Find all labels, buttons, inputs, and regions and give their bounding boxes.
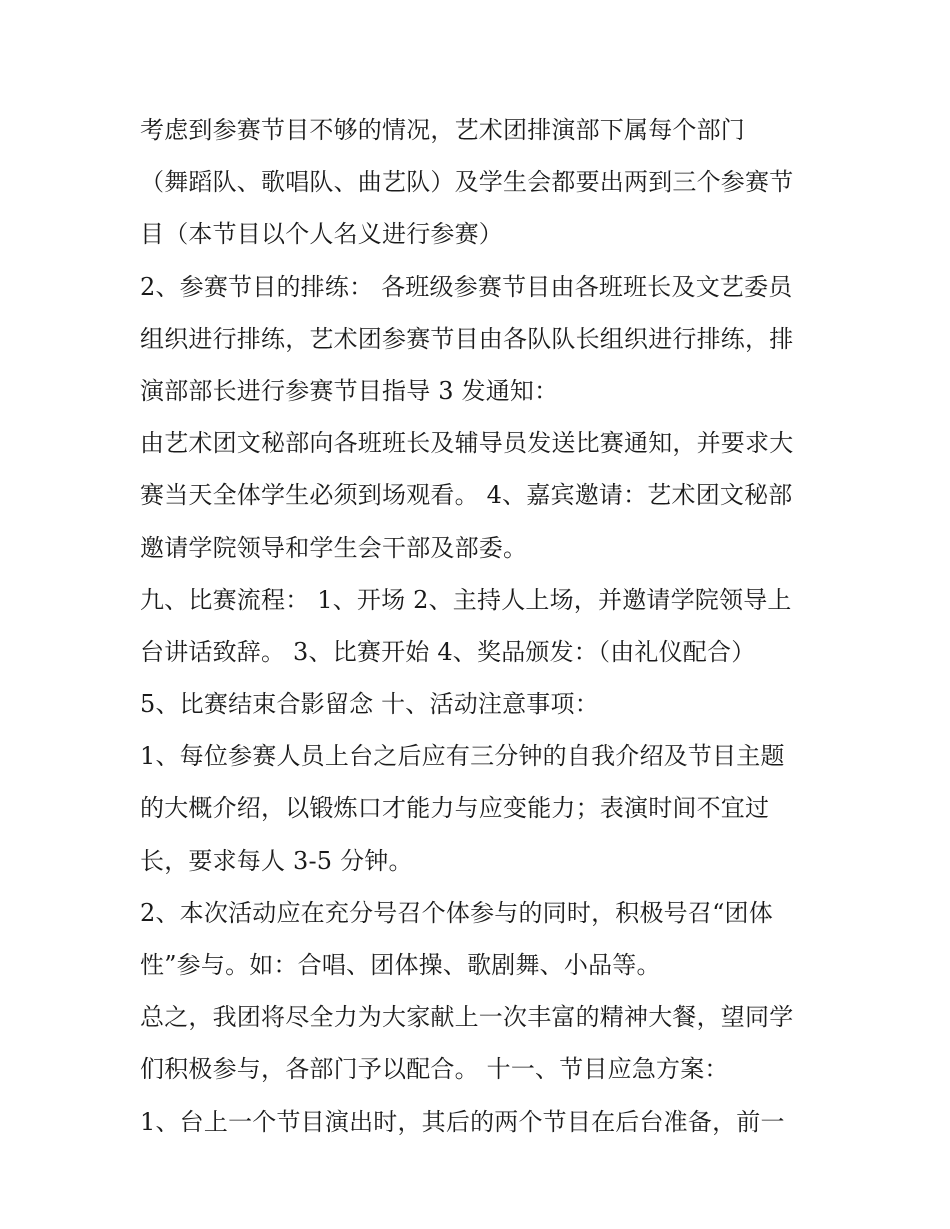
text-line: 考虑到参赛节目不够的情况，艺术团排演部下属每个部门 bbox=[140, 116, 745, 144]
text-line: 们积极参与，各部门予以配合。 十一、节目应急方案： bbox=[140, 1055, 729, 1084]
text-line: 2、参赛节目的排练： 各班级参赛节目由各班班长及文艺委员 bbox=[140, 272, 793, 301]
text-line: 邀请学院领导和学生会干部及部委。 bbox=[140, 533, 528, 562]
text-line: 台讲话致辞。 3、比赛开始 4、奖品颁发：（由礼仪配合） bbox=[140, 637, 756, 666]
text-line: 演部部长进行参赛节目指导 3 发通知： bbox=[140, 376, 559, 405]
document-body bbox=[140, 104, 820, 1148]
text-line: 目（本节目以个人名义进行参赛） bbox=[140, 220, 503, 249]
text-line: 长，要求每人 3-5 分钟。 bbox=[140, 846, 413, 875]
text-line: 2、本次活动应在充分号召个体参与的同时，积极号召“团体 bbox=[140, 898, 773, 927]
text-line: 九、比赛流程： 1、开场 2、主持人上场，并邀请学院领导上 bbox=[140, 585, 792, 614]
text-line: 性”参与。如：合唱、团体操、歌剧舞、小品等。 bbox=[140, 951, 661, 979]
text-line: 由艺术团文秘部向各班班长及辅导员发送比赛通知，并要求大 bbox=[140, 429, 794, 458]
text-line: 1、台上一个节目演出时，其后的两个节目在后台准备，前一 bbox=[140, 1107, 785, 1136]
text-line: 5、比赛结束合影留念 十、活动注意事项： bbox=[140, 690, 599, 719]
text-line: 的大概介绍，以锻炼口才能力与应变能力；表演时间不宜过 bbox=[140, 794, 770, 823]
text-line: 1、每位参赛人员上台之后应有三分钟的自我介绍及节目主题 bbox=[140, 742, 785, 771]
text-line: 总之，我团将尽全力为大家献上一次丰富的精神大餐，望同学 bbox=[140, 1003, 794, 1032]
text-line: （舞蹈队、歌唱队、曲艺队）及学生会都要出两到三个参赛节 bbox=[140, 168, 794, 197]
text-line: 组织进行排练，艺术团参赛节目由各队队长组织进行排练，排 bbox=[140, 324, 794, 353]
text-line: 赛当天全体学生必须到场观看。 4、嘉宾邀请：艺术团文秘部 bbox=[140, 481, 793, 510]
